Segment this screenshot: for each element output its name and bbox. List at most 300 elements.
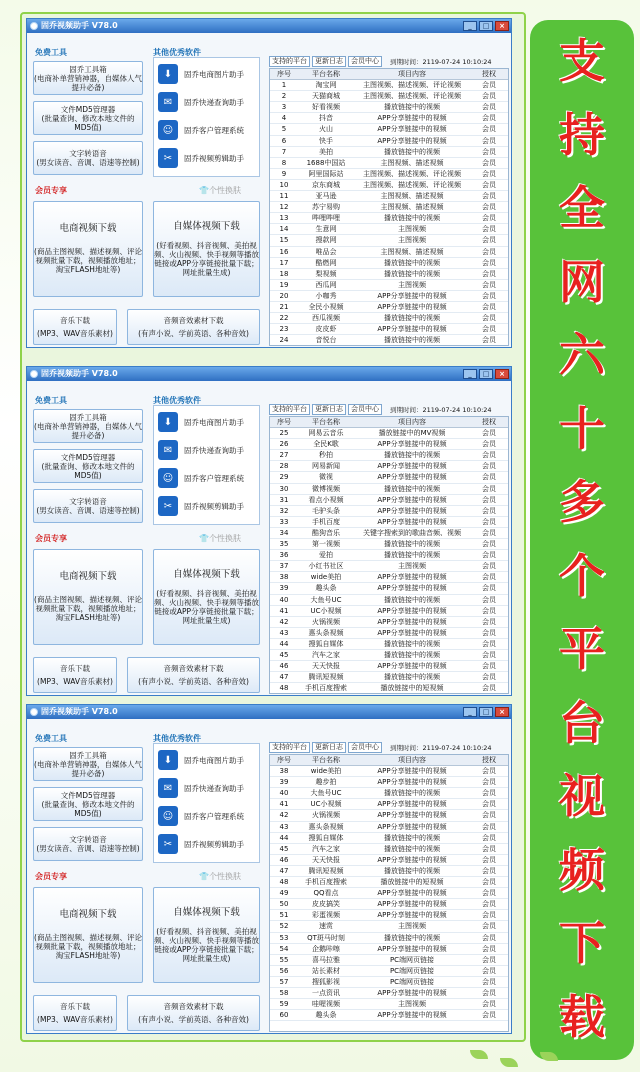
banner-char: 个 xyxy=(559,548,605,603)
software-item-customer-mgmt[interactable] xyxy=(158,804,258,828)
platform-table[interactable] xyxy=(269,68,509,346)
table-row[interactable] xyxy=(270,1010,508,1021)
table-row[interactable] xyxy=(270,661,508,672)
row-auth: 会员 xyxy=(482,440,496,449)
table-row[interactable] xyxy=(270,147,508,158)
row-auth: 会员 xyxy=(482,628,496,637)
row-platform: 火锅视频 xyxy=(312,617,340,626)
row-index: 40 xyxy=(279,595,289,604)
col-header-index: 序号 xyxy=(277,756,291,764)
software-item-express-query[interactable] xyxy=(158,776,258,800)
table-row[interactable] xyxy=(270,672,508,683)
row-platform: 喜马拉雅 xyxy=(312,955,340,964)
window-title: 固乔视频助手 V78.0 xyxy=(41,369,118,378)
row-auth: 会员 xyxy=(482,269,496,278)
row-index: 56 xyxy=(279,966,289,975)
row-content: 主图视频、描述视频 xyxy=(380,158,444,167)
skin-button[interactable] xyxy=(199,871,241,882)
row-platform: 彩蛋视频 xyxy=(312,911,340,920)
music-download-button[interactable] xyxy=(33,309,117,345)
row-content: 播放链接中的短视频 xyxy=(380,684,444,693)
md5-manager-button[interactable]: 文件MD5管理器 (批量查询、修改本地文件的MD5值) xyxy=(33,101,143,135)
ecommerce-video-download-button[interactable] xyxy=(33,887,143,983)
row-index: 47 xyxy=(279,673,289,682)
row-platform: 小红书社区 xyxy=(308,562,344,571)
tab-changelog[interactable]: 更新日志 xyxy=(312,56,346,67)
col-header-content: 项目内容 xyxy=(398,70,426,78)
table-row[interactable] xyxy=(270,158,508,169)
text-to-speech-button[interactable]: 文字转语音 (男女读音、音调、语速等控制) xyxy=(33,141,143,175)
table-row[interactable] xyxy=(270,180,508,191)
row-index: 31 xyxy=(279,495,289,504)
row-auth: 会员 xyxy=(482,473,496,482)
skin-label: 个性换肤 xyxy=(208,872,241,881)
banner-char: 全 xyxy=(559,181,605,236)
table-row[interactable] xyxy=(270,91,508,102)
row-index: 36 xyxy=(279,551,289,560)
table-header xyxy=(270,417,508,428)
skin-button[interactable] xyxy=(199,533,241,544)
row-platform: 大鱼号UC xyxy=(310,595,342,604)
row-index: 42 xyxy=(279,617,289,626)
table-row[interactable] xyxy=(270,988,508,999)
software-label: 固乔电商图片助手 xyxy=(184,69,244,79)
table-row[interactable] xyxy=(270,561,508,572)
row-auth: 会员 xyxy=(482,517,496,526)
table-row[interactable] xyxy=(270,583,508,594)
table-row[interactable] xyxy=(270,966,508,977)
table-row[interactable] xyxy=(270,855,508,866)
row-platform: 趣步拍 xyxy=(315,778,337,787)
row-index: 33 xyxy=(279,517,289,526)
row-platform: 生意网 xyxy=(315,225,337,234)
media-video-download-button[interactable] xyxy=(153,549,260,645)
row-auth: 会员 xyxy=(482,977,496,986)
table-row[interactable] xyxy=(270,280,508,291)
row-content: 播放链接中的视频 xyxy=(384,789,440,798)
row-auth: 会员 xyxy=(482,203,496,212)
download-icon: ⬇ xyxy=(158,64,178,84)
audio-title: 音频音效素材下载 xyxy=(163,316,224,325)
table-row[interactable] xyxy=(270,124,508,135)
leaf-decoration xyxy=(470,1050,488,1059)
row-platform: 爱拍 xyxy=(319,551,333,560)
platform-table[interactable] xyxy=(269,754,509,1032)
software-item-customer-mgmt[interactable] xyxy=(158,118,258,142)
row-auth: 会员 xyxy=(482,584,496,593)
row-content: 播放链接中的视频 xyxy=(384,540,440,549)
row-content: 播放链接中的视频 xyxy=(384,103,440,112)
row-auth: 会员 xyxy=(482,673,496,682)
row-auth: 会员 xyxy=(482,114,496,123)
row-index: 32 xyxy=(279,506,289,515)
row-platform: 全民K歌 xyxy=(313,440,339,449)
tab-changelog[interactable]: 更新日志 xyxy=(312,404,346,415)
table-row[interactable] xyxy=(270,324,508,335)
row-auth: 会员 xyxy=(482,291,496,300)
software-item-image-helper[interactable] xyxy=(158,62,258,86)
audio-material-download-button[interactable] xyxy=(127,657,260,693)
row-platform: 音悦台 xyxy=(315,336,337,345)
table-row[interactable] xyxy=(270,461,508,472)
media-video-download-button[interactable] xyxy=(153,887,260,983)
row-auth: 会员 xyxy=(482,540,496,549)
skin-button[interactable] xyxy=(199,185,241,196)
table-row[interactable] xyxy=(270,595,508,606)
table-row[interactable] xyxy=(270,517,508,528)
banner-char: 下 xyxy=(559,916,605,971)
row-index: 50 xyxy=(279,900,289,909)
row-platform: 火锅视频 xyxy=(312,811,340,820)
other-software-title: 其他优秀软件 xyxy=(153,396,201,405)
row-index: 2 xyxy=(281,92,287,101)
row-platform: 微博视频 xyxy=(312,484,340,493)
row-platform: 皮皮搞笑 xyxy=(312,900,340,909)
table-row[interactable] xyxy=(270,650,508,661)
row-auth: 会员 xyxy=(482,662,496,671)
user-icon: ☺ xyxy=(158,806,178,826)
row-index: 16 xyxy=(279,247,289,256)
table-row[interactable] xyxy=(270,450,508,461)
other-software-list xyxy=(153,405,260,525)
tab-platforms[interactable]: 支持的平台 xyxy=(269,404,310,415)
minimize-button[interactable]: _ xyxy=(463,707,477,717)
software-label: 固乔电商图片助手 xyxy=(184,417,244,427)
row-content: APP分享链接中的视频 xyxy=(377,125,447,134)
table-row[interactable] xyxy=(270,777,508,788)
window-title: 固乔视频助手 V78.0 xyxy=(41,21,118,30)
table-row[interactable] xyxy=(270,113,508,124)
software-item-express-query[interactable] xyxy=(158,438,258,462)
table-row[interactable] xyxy=(270,472,508,483)
software-label: 固乔快递查询助手 xyxy=(184,97,244,107)
table-row[interactable] xyxy=(270,617,508,628)
row-auth: 会员 xyxy=(482,495,496,504)
platform-table[interactable] xyxy=(269,416,509,694)
row-platform: 酷燃网 xyxy=(315,258,337,267)
row-content: 播放链接中的视频 xyxy=(384,933,440,942)
row-content: 播放链接中的视频 xyxy=(384,336,440,345)
banner-char: 频 xyxy=(559,842,605,897)
tab-platforms[interactable]: 支持的平台 xyxy=(269,742,310,753)
table-row[interactable] xyxy=(270,528,508,539)
software-item-video-editor[interactable] xyxy=(158,146,258,170)
maximize-button[interactable]: □ xyxy=(479,369,493,379)
close-button[interactable]: × xyxy=(495,707,509,717)
media-video-title: 自媒体视频下载 xyxy=(173,906,240,918)
row-index: 7 xyxy=(281,147,287,156)
row-platform: 阿里国际站 xyxy=(308,169,344,178)
table-row[interactable] xyxy=(270,136,508,147)
col-header-content: 项目内容 xyxy=(398,756,426,764)
row-index: 53 xyxy=(279,933,289,942)
row-content: APP分享链接中的视频 xyxy=(377,584,447,593)
tab-member-center[interactable]: 会员中心 xyxy=(348,56,382,67)
table-row[interactable] xyxy=(270,606,508,617)
music-desc: (MP3、WAV音乐素材) xyxy=(37,677,113,686)
row-index: 10 xyxy=(279,180,289,189)
audio-title: 音频音效素材下载 xyxy=(163,664,224,673)
row-index: 51 xyxy=(279,911,289,920)
row-auth: 会员 xyxy=(482,606,496,615)
row-index: 12 xyxy=(279,203,289,212)
table-row[interactable] xyxy=(270,335,508,346)
row-auth: 会员 xyxy=(482,258,496,267)
table-row[interactable] xyxy=(270,550,508,561)
software-item-customer-mgmt[interactable] xyxy=(158,466,258,490)
row-index: 60 xyxy=(279,1011,289,1020)
table-row[interactable] xyxy=(270,888,508,899)
row-index: 35 xyxy=(279,540,289,549)
row-index: 5 xyxy=(281,125,287,134)
row-auth: 会员 xyxy=(482,988,496,997)
software-label: 固乔快递查询助手 xyxy=(184,445,244,455)
table-row[interactable] xyxy=(270,495,508,506)
table-row[interactable] xyxy=(270,169,508,180)
tab-member-center[interactable]: 会员中心 xyxy=(348,742,382,753)
table-row[interactable] xyxy=(270,235,508,246)
table-row[interactable] xyxy=(270,933,508,944)
row-index: 26 xyxy=(279,440,289,449)
row-platform: wide美拍 xyxy=(310,767,342,776)
table-row[interactable] xyxy=(270,428,508,439)
software-item-video-editor[interactable] xyxy=(158,832,258,856)
row-index: 48 xyxy=(279,684,289,693)
table-row[interactable] xyxy=(270,955,508,966)
row-content: 主图视频 xyxy=(398,236,426,245)
ecommerce-video-download-button[interactable] xyxy=(33,549,143,645)
row-index: 44 xyxy=(279,833,289,842)
music-download-button[interactable] xyxy=(33,995,117,1031)
row-platform: 大鱼号UC xyxy=(310,789,342,798)
row-platform: 淘宝网 xyxy=(315,81,337,90)
tab-platforms[interactable]: 支持的平台 xyxy=(269,56,310,67)
table-row[interactable] xyxy=(270,302,508,313)
row-platform: 天天快报 xyxy=(312,662,340,671)
row-platform: 搜狐自媒体 xyxy=(308,833,344,842)
row-auth: 会员 xyxy=(482,944,496,953)
audio-material-download-button[interactable] xyxy=(127,995,260,1031)
row-auth: 会员 xyxy=(482,911,496,920)
table-row[interactable] xyxy=(270,877,508,888)
title-bar[interactable] xyxy=(27,19,511,33)
user-icon: ☺ xyxy=(158,120,178,140)
table-row[interactable] xyxy=(270,833,508,844)
table-row[interactable] xyxy=(270,944,508,955)
media-video-download-button[interactable] xyxy=(153,201,260,297)
row-auth: 会员 xyxy=(482,800,496,809)
title-bar[interactable] xyxy=(27,367,511,381)
row-index: 40 xyxy=(279,789,289,798)
row-platform: QQ看点 xyxy=(313,889,339,898)
minimize-button[interactable]: _ xyxy=(463,21,477,31)
row-auth: 会员 xyxy=(482,562,496,571)
tab-member-center[interactable]: 会员中心 xyxy=(348,404,382,415)
table-row[interactable] xyxy=(270,844,508,855)
ecommerce-video-download-button[interactable] xyxy=(33,201,143,297)
row-index: 43 xyxy=(279,822,289,831)
row-auth: 会员 xyxy=(482,878,496,887)
table-row[interactable] xyxy=(270,191,508,202)
table-row[interactable] xyxy=(270,810,508,821)
music-download-button[interactable] xyxy=(33,657,117,693)
row-content: 关键字搜索到的歌曲音频、视频 xyxy=(363,528,461,537)
row-auth: 会员 xyxy=(482,314,496,323)
app-logo-icon xyxy=(30,708,38,716)
row-auth: 会员 xyxy=(482,103,496,112)
table-row[interactable] xyxy=(270,628,508,639)
text-to-speech-button[interactable]: 文字转语音 (男女读音、音调、语速等控制) xyxy=(33,489,143,523)
minimize-button[interactable]: _ xyxy=(463,369,477,379)
row-platform: 汽车之家 xyxy=(312,844,340,853)
row-auth: 会员 xyxy=(482,462,496,471)
row-content: APP分享链接中的视频 xyxy=(377,767,447,776)
row-auth: 会员 xyxy=(482,302,496,311)
md5-manager-button[interactable]: 文件MD5管理器 (批量查询、修改本地文件的MD5值) xyxy=(33,449,143,483)
md5-manager-button[interactable]: 文件MD5管理器 (批量查询、修改本地文件的MD5值) xyxy=(33,787,143,821)
close-button[interactable]: × xyxy=(495,369,509,379)
text-to-speech-button[interactable]: 文字转语音 (男女读音、音调、语速等控制) xyxy=(33,827,143,861)
table-row[interactable] xyxy=(270,766,508,777)
software-item-express-query[interactable] xyxy=(158,90,258,114)
toolbox-button[interactable]: 固乔工具箱 (电商补单营销神器，自媒体人气提升必备) xyxy=(33,747,143,781)
table-row[interactable] xyxy=(270,439,508,450)
table-row[interactable] xyxy=(270,291,508,302)
row-platform: QT斑马时刻 xyxy=(307,933,345,942)
software-label: 固乔视频剪辑助手 xyxy=(184,153,244,163)
row-content: APP分享链接中的视频 xyxy=(377,136,447,145)
row-content: APP分享链接中的视频 xyxy=(377,325,447,334)
row-index: 4 xyxy=(281,114,287,123)
row-platform: 腾讯短视频 xyxy=(308,866,344,875)
software-item-image-helper[interactable] xyxy=(158,748,258,772)
free-tools-title: 免费工具 xyxy=(35,396,67,405)
row-auth: 会员 xyxy=(482,169,496,178)
scissors-icon: ✂ xyxy=(158,496,178,516)
row-index: 58 xyxy=(279,988,289,997)
table-row[interactable] xyxy=(270,313,508,324)
banner-char: 持 xyxy=(559,107,605,162)
row-content: APP分享链接中的视频 xyxy=(377,988,447,997)
table-row[interactable] xyxy=(270,999,508,1010)
row-auth: 会员 xyxy=(482,528,496,537)
row-content: 主图视频、描述视频、评论视频 xyxy=(363,180,461,189)
table-row[interactable] xyxy=(270,977,508,988)
tab-changelog[interactable]: 更新日志 xyxy=(312,742,346,753)
row-content: 主图视频 xyxy=(398,280,426,289)
row-auth: 会员 xyxy=(482,429,496,438)
table-row[interactable] xyxy=(270,799,508,810)
row-auth: 会员 xyxy=(482,1011,496,1020)
toolbox-button[interactable]: 固乔工具箱 (电商补单营销神器，自媒体人气提升必备) xyxy=(33,61,143,95)
row-auth: 会员 xyxy=(482,811,496,820)
table-row[interactable] xyxy=(270,80,508,91)
scissors-icon: ✂ xyxy=(158,834,178,854)
table-row[interactable] xyxy=(270,539,508,550)
row-auth: 会员 xyxy=(482,639,496,648)
ecommerce-video-title: 电商视频下载 xyxy=(59,223,117,234)
close-button[interactable]: × xyxy=(495,21,509,31)
software-label: 固乔视频剪辑助手 xyxy=(184,501,244,511)
software-item-video-editor[interactable] xyxy=(158,494,258,518)
row-index: 45 xyxy=(279,844,289,853)
shirt-icon: 👕 xyxy=(199,186,209,195)
table-row[interactable] xyxy=(270,899,508,910)
row-index: 43 xyxy=(279,628,289,637)
table-row[interactable] xyxy=(270,224,508,235)
row-content: APP分享链接中的视频 xyxy=(377,889,447,898)
row-content: APP分享链接中的视频 xyxy=(377,440,447,449)
row-platform: 小咖秀 xyxy=(315,291,337,300)
table-row[interactable] xyxy=(270,258,508,269)
table-row[interactable] xyxy=(270,484,508,495)
row-content: 播放链接中的视频 xyxy=(384,147,440,156)
row-index: 24 xyxy=(279,336,289,345)
table-row[interactable] xyxy=(270,572,508,583)
banner-char: 网 xyxy=(559,254,605,309)
table-row[interactable] xyxy=(270,910,508,921)
row-content: PC端网页链接 xyxy=(389,977,435,986)
table-row[interactable] xyxy=(270,202,508,213)
table-row[interactable] xyxy=(270,102,508,113)
table-row[interactable] xyxy=(270,822,508,833)
maximize-button[interactable]: □ xyxy=(479,21,493,31)
row-index: 47 xyxy=(279,866,289,875)
media-video-desc: (好看视频、抖音视频、美拍视频、火山视频、快手视频等播放链接或APP分享链接批量下载；网址批量生成) xyxy=(154,240,259,277)
table-row[interactable] xyxy=(270,866,508,877)
title-bar[interactable] xyxy=(27,705,511,719)
row-platform: 网易新闻 xyxy=(312,462,340,471)
table-row[interactable] xyxy=(270,506,508,517)
software-item-image-helper[interactable] xyxy=(158,410,258,434)
maximize-button[interactable]: □ xyxy=(479,707,493,717)
row-auth: 会员 xyxy=(482,595,496,604)
table-row[interactable] xyxy=(270,788,508,799)
row-auth: 会员 xyxy=(482,247,496,256)
row-auth: 会员 xyxy=(482,922,496,931)
row-content: 主图视频 xyxy=(398,1000,426,1009)
table-row[interactable] xyxy=(270,247,508,258)
col-header-auth: 授权 xyxy=(482,756,496,764)
table-row[interactable] xyxy=(270,639,508,650)
row-index: 46 xyxy=(279,662,289,671)
row-index: 37 xyxy=(279,562,289,571)
toolbox-button[interactable]: 固乔工具箱 (电商补单营销神器，自媒体人气提升必备) xyxy=(33,409,143,443)
row-content: APP分享链接中的视频 xyxy=(377,495,447,504)
row-content: APP分享链接中的视频 xyxy=(377,606,447,615)
expire-time: 到期时间：2119-07-24 10:10:24 xyxy=(390,57,492,66)
table-row[interactable] xyxy=(270,683,508,694)
table-row[interactable] xyxy=(270,213,508,224)
banner-char: 多 xyxy=(559,475,605,530)
row-content: APP分享链接中的视频 xyxy=(377,911,447,920)
row-platform: 苏宁易购 xyxy=(312,203,340,212)
table-row[interactable] xyxy=(270,921,508,932)
ecommerce-video-desc: (商品主图视频、描述视频、评论视频批量下载，视频播放地址；淘宝FLASH地址等) xyxy=(34,595,142,622)
row-platform: 速赏 xyxy=(319,922,333,931)
row-content: APP分享链接中的视频 xyxy=(377,778,447,787)
row-content: 主图视频、描述视频 xyxy=(380,192,444,201)
expire-time: 到期时间：2119-07-24 10:10:24 xyxy=(390,405,492,414)
audio-material-download-button[interactable] xyxy=(127,309,260,345)
table-row[interactable] xyxy=(270,269,508,280)
row-auth: 会员 xyxy=(482,551,496,560)
row-content: 播放链接中的视频 xyxy=(384,639,440,648)
row-index: 1 xyxy=(281,81,287,90)
download-icon: ⬇ xyxy=(158,750,178,770)
audio-title: 音频音效素材下载 xyxy=(163,1002,224,1011)
row-auth: 会员 xyxy=(482,336,496,345)
